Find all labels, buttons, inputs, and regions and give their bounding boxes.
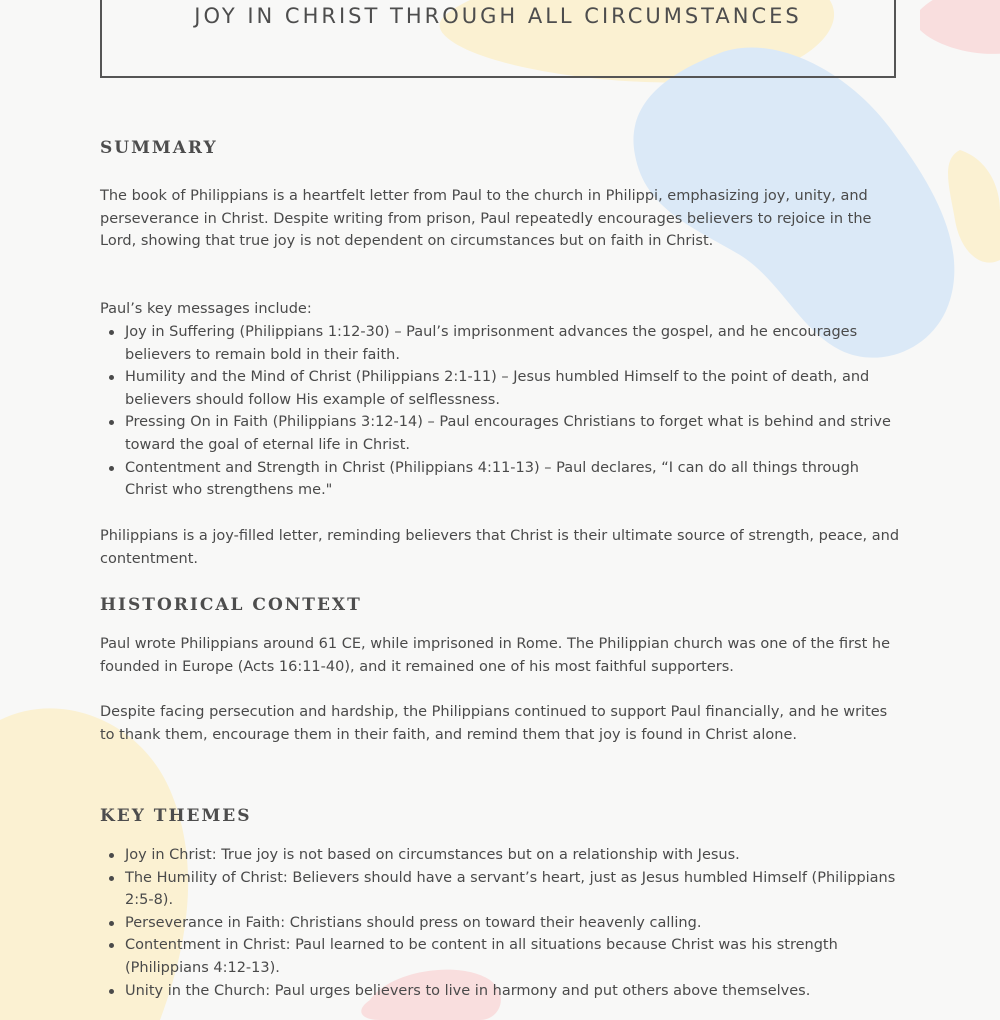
list-item: The Humility of Christ: Believers should have a servant’s heart, just as Jesus humbled Himself (Philippians 2:5-8). <box>100 867 900 912</box>
title-box <box>100 0 896 78</box>
historical-paragraph-1: Paul wrote Philippians around 61 CE, while imprisoned in Rome. The Philippian church was one of the first he founded in Europe (Acts 16:11-40), and it remained one of his most faithful supporters. <box>100 636 890 675</box>
list-item: Humility and the Mind of Christ (Philippians 2:1-11) – Jesus humbled Himself to the point of death, and believers should follow His example of selflessness. <box>100 366 900 411</box>
key-messages-intro: Paul’s key messages include: <box>100 301 312 317</box>
historical-context-heading: HISTORICAL CONTEXT <box>100 595 362 615</box>
list-item: Contentment in Christ: Paul learned to be content in all situations because Christ was his strength (Philippians 4:12-13). <box>100 934 900 979</box>
list-item: Joy in Suffering (Philippians 1:12-30) – Paul’s imprisonment advances the gospel, and he encourages believers to remain bold in their faith. <box>100 321 900 366</box>
list-item: Perseverance in Faith: Christians should press on toward their heavenly calling. <box>100 912 900 935</box>
key-themes-heading: KEY THEMES <box>100 806 252 826</box>
list-item: Unity in the Church: Paul urges believers to live in harmony and put others above themselves. <box>100 980 900 1003</box>
key-messages-list <box>100 321 900 502</box>
key-themes-list <box>100 844 900 1002</box>
list-item: Joy in Christ: True joy is not based on circumstances but on a relationship with Jesus. <box>100 844 900 867</box>
list-item: Pressing On in Faith (Philippians 3:12-14) – Paul encourages Christians to forget what is behind and strive toward the goal of eternal life in Christ. <box>100 411 900 456</box>
page-title: JOY IN CHRIST THROUGH ALL CIRCUMSTANCES <box>194 4 802 28</box>
summary-heading: SUMMARY <box>100 138 218 158</box>
summary-closing-paragraph: Philippians is a joy-filled letter, reminding believers that Christ is their ultimate source of strength, peace, and contentment. <box>100 528 900 567</box>
list-item: Contentment and Strength in Christ (Philippians 4:11-13) – Paul declares, “I can do all things through Christ who strengthens me." <box>100 457 900 502</box>
summary-paragraph: The book of Philippians is a heartfelt letter from Paul to the church in Philippi, emphasizing joy, unity, and perseverance in Christ. Despite writing from prison, Paul repeatedly encourages believers to rejoice in the Lord, showing that true joy is not dependent on circumstances but on faith in Christ. <box>100 188 872 250</box>
historical-paragraph-2: Despite facing persecution and hardship, the Philippians continued to support Paul financially, and he writes to thank them, encourage them in their faith, and remind them that joy is found in Christ alone. <box>100 704 888 743</box>
